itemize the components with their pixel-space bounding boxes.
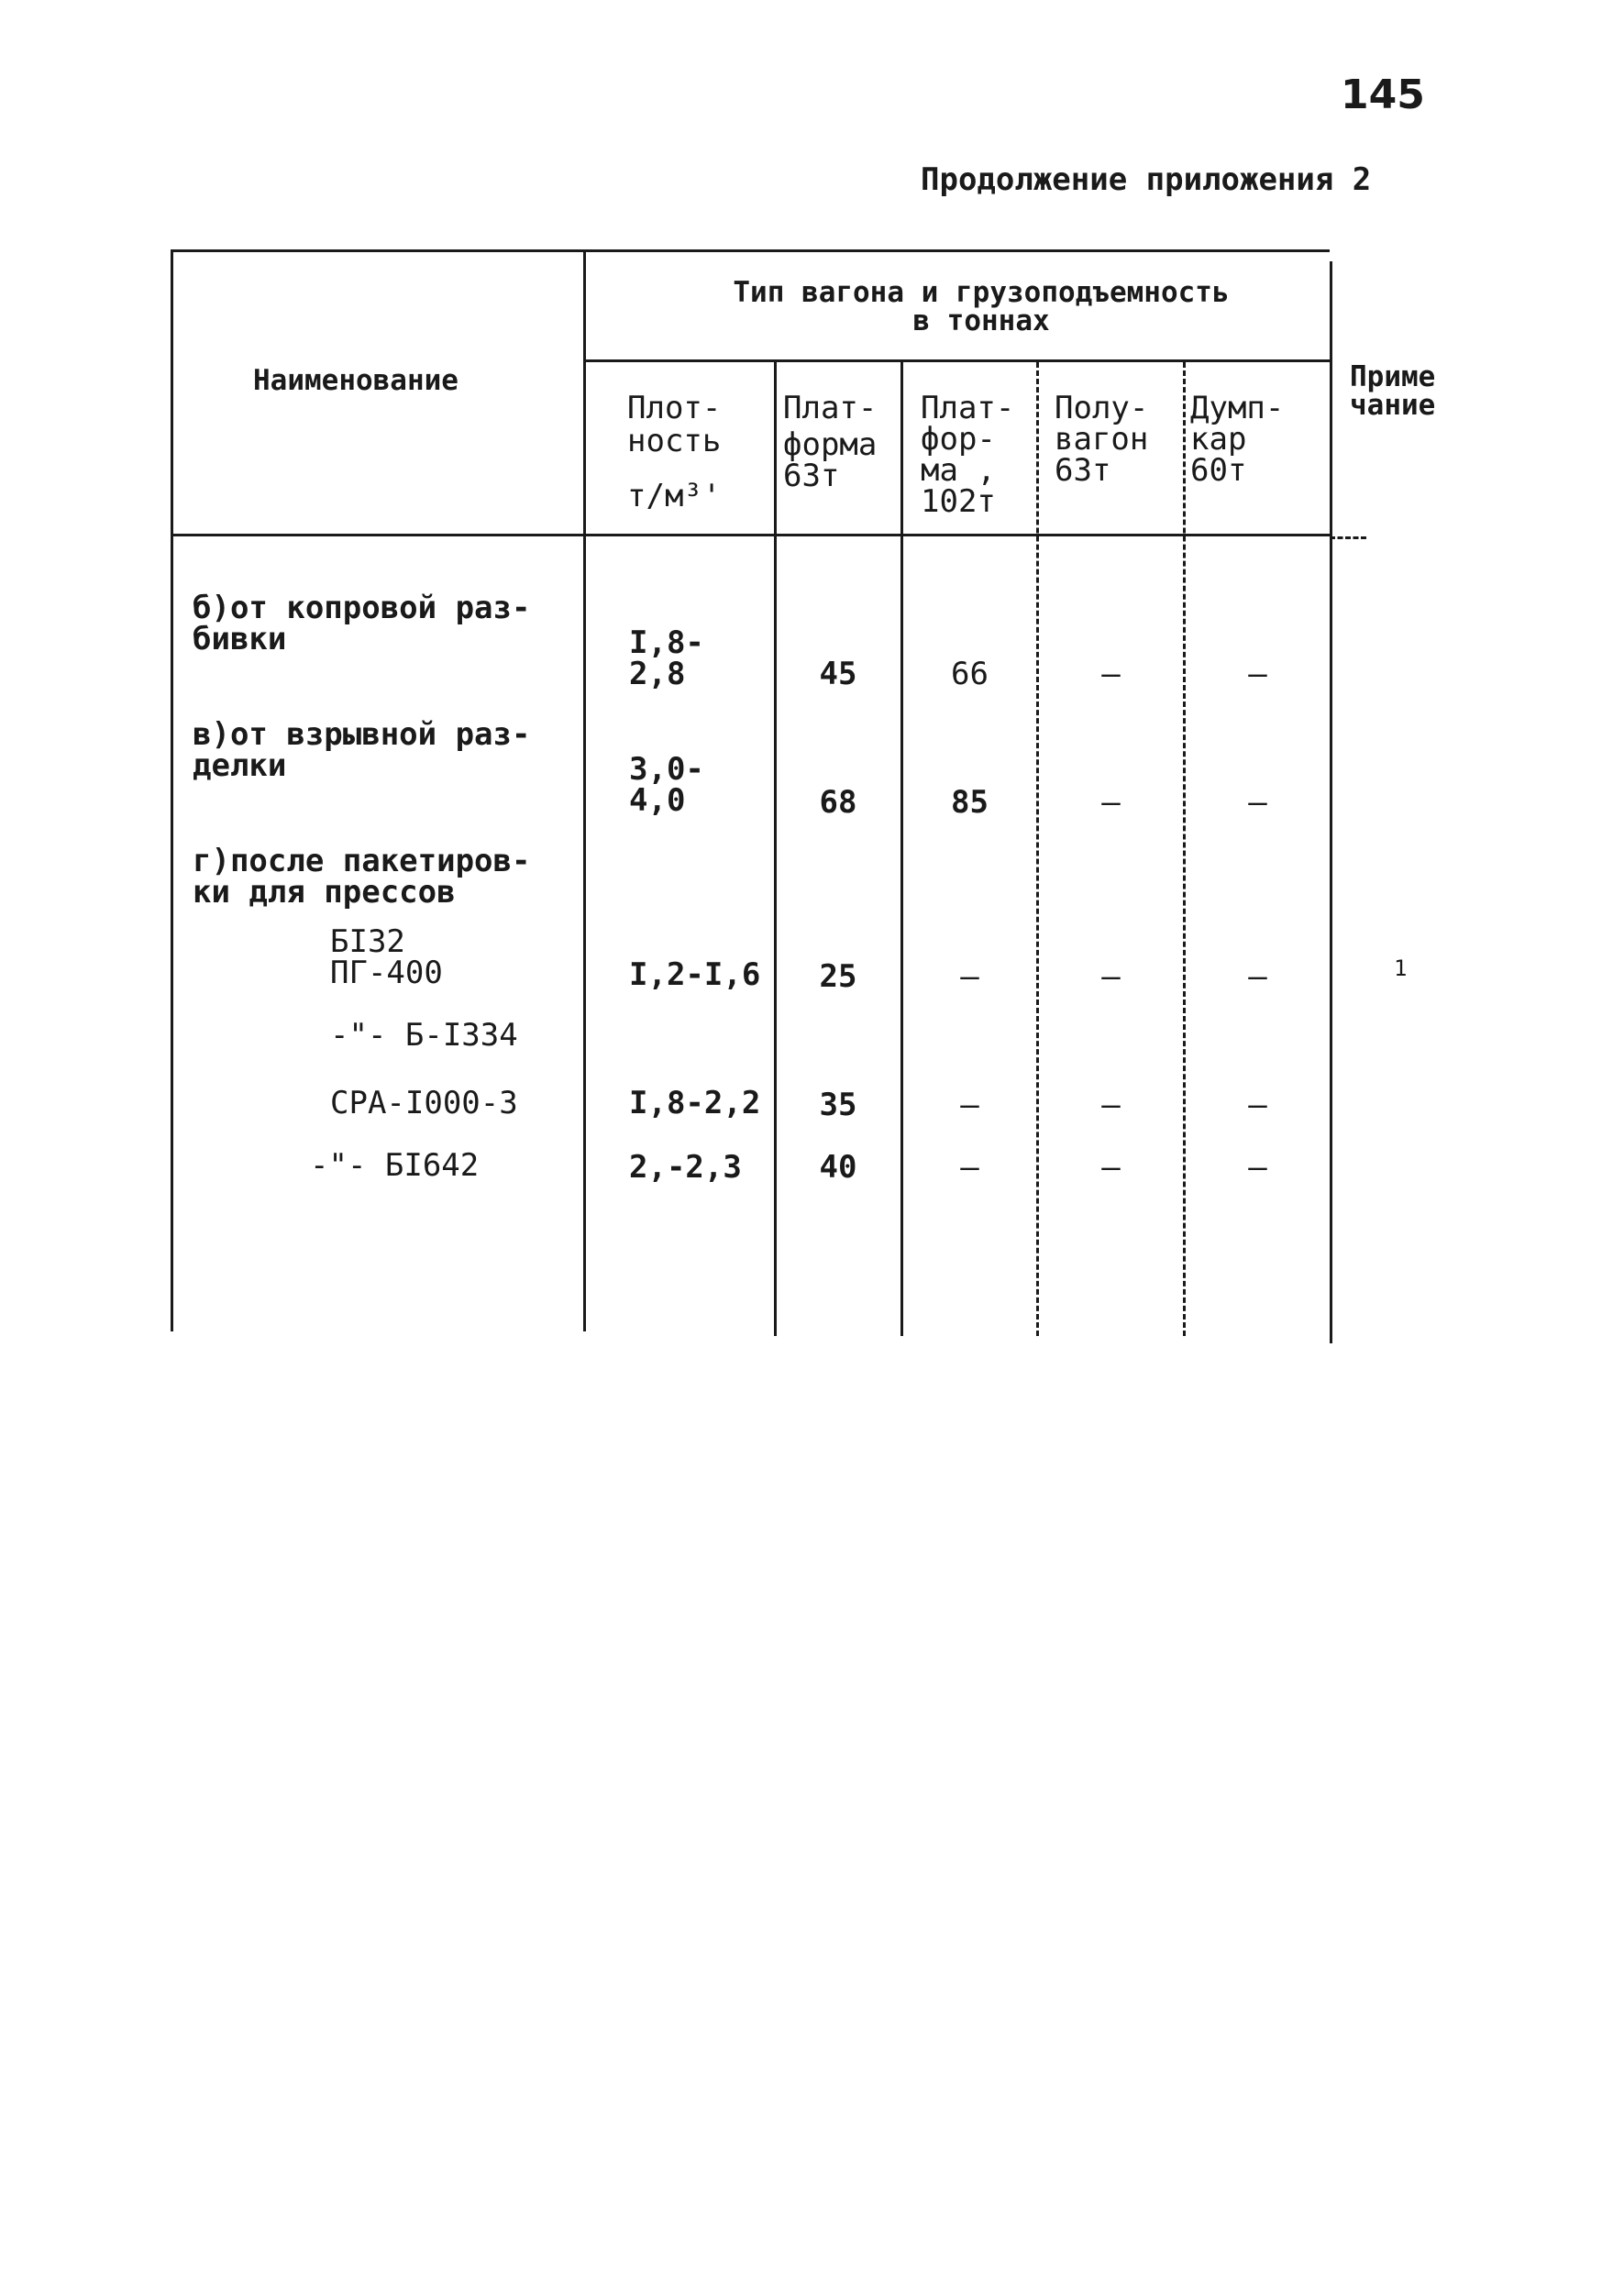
dumpcar60-cell: – — [1248, 958, 1267, 995]
density-cell: I,2-I,6 — [629, 956, 761, 993]
header-dumpcar60-line1: Думп- — [1190, 390, 1285, 426]
platform102-cell: – — [960, 1149, 979, 1186]
header-platform102-line3: ма , — [921, 452, 996, 489]
header-gondola63 — [1055, 390, 1149, 489]
density-cell — [629, 624, 704, 692]
header-gondola63-line3: 63т — [1055, 452, 1111, 489]
section-name-line1: в)от взрывной раз- — [193, 716, 531, 753]
table-left-border — [171, 249, 173, 1331]
header-platform102-line2: фор- — [921, 421, 996, 458]
header-dumpcar60-line3: 60т — [1190, 452, 1247, 489]
header-dumpcar60-line2: кар — [1190, 421, 1247, 458]
header-dumpcar60 — [1190, 390, 1285, 489]
platform63-cell: 45 — [819, 656, 857, 692]
density-cell-line2: 2,8 — [629, 656, 686, 692]
press-name-line1: СРА-I000-3 — [330, 1085, 518, 1121]
col-divider-density — [774, 362, 777, 1336]
header-note-line1: Приме — [1350, 360, 1436, 393]
press-group-label-line2: ки для прессов — [193, 874, 456, 911]
dumpcar60-cell: – — [1248, 656, 1267, 692]
press-name-line1: -"- БI642 — [310, 1147, 480, 1184]
platform63-cell: 25 — [819, 958, 857, 995]
dumpcar60-cell: – — [1248, 1149, 1267, 1186]
col-divider-note — [1330, 261, 1332, 1343]
gondola63-cell: – — [1101, 656, 1121, 692]
section-name-line2: бивки — [193, 621, 287, 657]
col-divider-gondola — [1183, 362, 1186, 1336]
header-bottom-border — [171, 534, 1330, 536]
platform102-cell: – — [960, 1087, 979, 1123]
press-group-label-line1: г)после пакетиров- — [193, 843, 531, 879]
press-name — [310, 1147, 480, 1184]
continuation-label: Продолжение приложения 2 — [921, 161, 1372, 198]
press-name — [330, 1017, 518, 1054]
gondola63-cell: – — [1101, 1087, 1121, 1123]
header-platform63-line2: форма — [783, 426, 878, 463]
header-wagon-group-line2: в тоннах — [912, 304, 1050, 337]
platform63-cell: 35 — [819, 1087, 857, 1123]
density-cell-line2: 4,0 — [629, 782, 686, 819]
stray-mark: 1 — [1394, 955, 1408, 981]
press-name-line2: ПГ-400 — [330, 955, 443, 991]
dumpcar60-cell: – — [1248, 784, 1267, 821]
header-density-unit: т/м³' — [627, 478, 722, 514]
press-name — [330, 923, 443, 991]
section-name — [193, 716, 531, 784]
header-platform63 — [783, 390, 878, 494]
density-cell — [629, 751, 704, 819]
press-name-line1: БI32 — [330, 923, 405, 960]
header-platform102-line4: 102т — [921, 483, 996, 520]
col-divider-platform102 — [1036, 362, 1039, 1336]
page-number: 145 — [1341, 72, 1425, 118]
wagon-group-divider — [583, 359, 1330, 362]
gondola63-cell: – — [1101, 958, 1121, 995]
header-platform63-line1: Плат- — [783, 390, 878, 426]
header-density — [627, 392, 721, 512]
header-name: Наименование — [253, 364, 458, 397]
header-note — [1350, 360, 1436, 422]
press-name-line1: -"- Б-I334 — [330, 1017, 518, 1054]
density-cell-line1: I,8- — [629, 624, 704, 661]
press-group-label — [193, 843, 531, 911]
platform102-cell: 85 — [951, 784, 989, 821]
platform63-cell: 68 — [819, 784, 857, 821]
header-density-line2: ность — [627, 423, 722, 459]
density-cell-line1: 3,0- — [629, 751, 704, 788]
platform63-cell: 40 — [819, 1149, 857, 1186]
density-cell: 2,-2,3 — [629, 1149, 742, 1186]
section-name — [193, 592, 530, 655]
platform102-cell: 66 — [951, 656, 989, 692]
dumpcar60-cell: – — [1248, 1087, 1267, 1123]
header-gondola63-line1: Полу- — [1055, 390, 1149, 426]
table-top-border — [171, 249, 1330, 252]
header-gondola63-line2: вагон — [1055, 421, 1149, 458]
col-divider-platform63 — [900, 362, 903, 1336]
note-header-tick — [1330, 536, 1366, 539]
header-note-line2: чание — [1350, 389, 1436, 422]
col-divider-name — [583, 249, 586, 1331]
header-wagon-group-line1: Тип вагона и грузоподъемность — [733, 276, 1230, 309]
section-name-line1: б)от копровой раз- — [193, 590, 531, 626]
header-density-line1: Плот- — [627, 390, 722, 426]
header-wagon-group — [679, 276, 1284, 337]
density-cell: I,8-2,2 — [629, 1085, 761, 1121]
gondola63-cell: – — [1101, 1149, 1121, 1186]
gondola63-cell: – — [1101, 784, 1121, 821]
press-name — [330, 1085, 518, 1121]
section-name-line2: делки — [193, 747, 287, 784]
header-platform63-line3: 63т — [783, 458, 840, 494]
platform102-cell: – — [960, 958, 979, 995]
header-platform102 — [921, 390, 1015, 520]
header-platform102-line1: Плат- — [921, 390, 1015, 426]
